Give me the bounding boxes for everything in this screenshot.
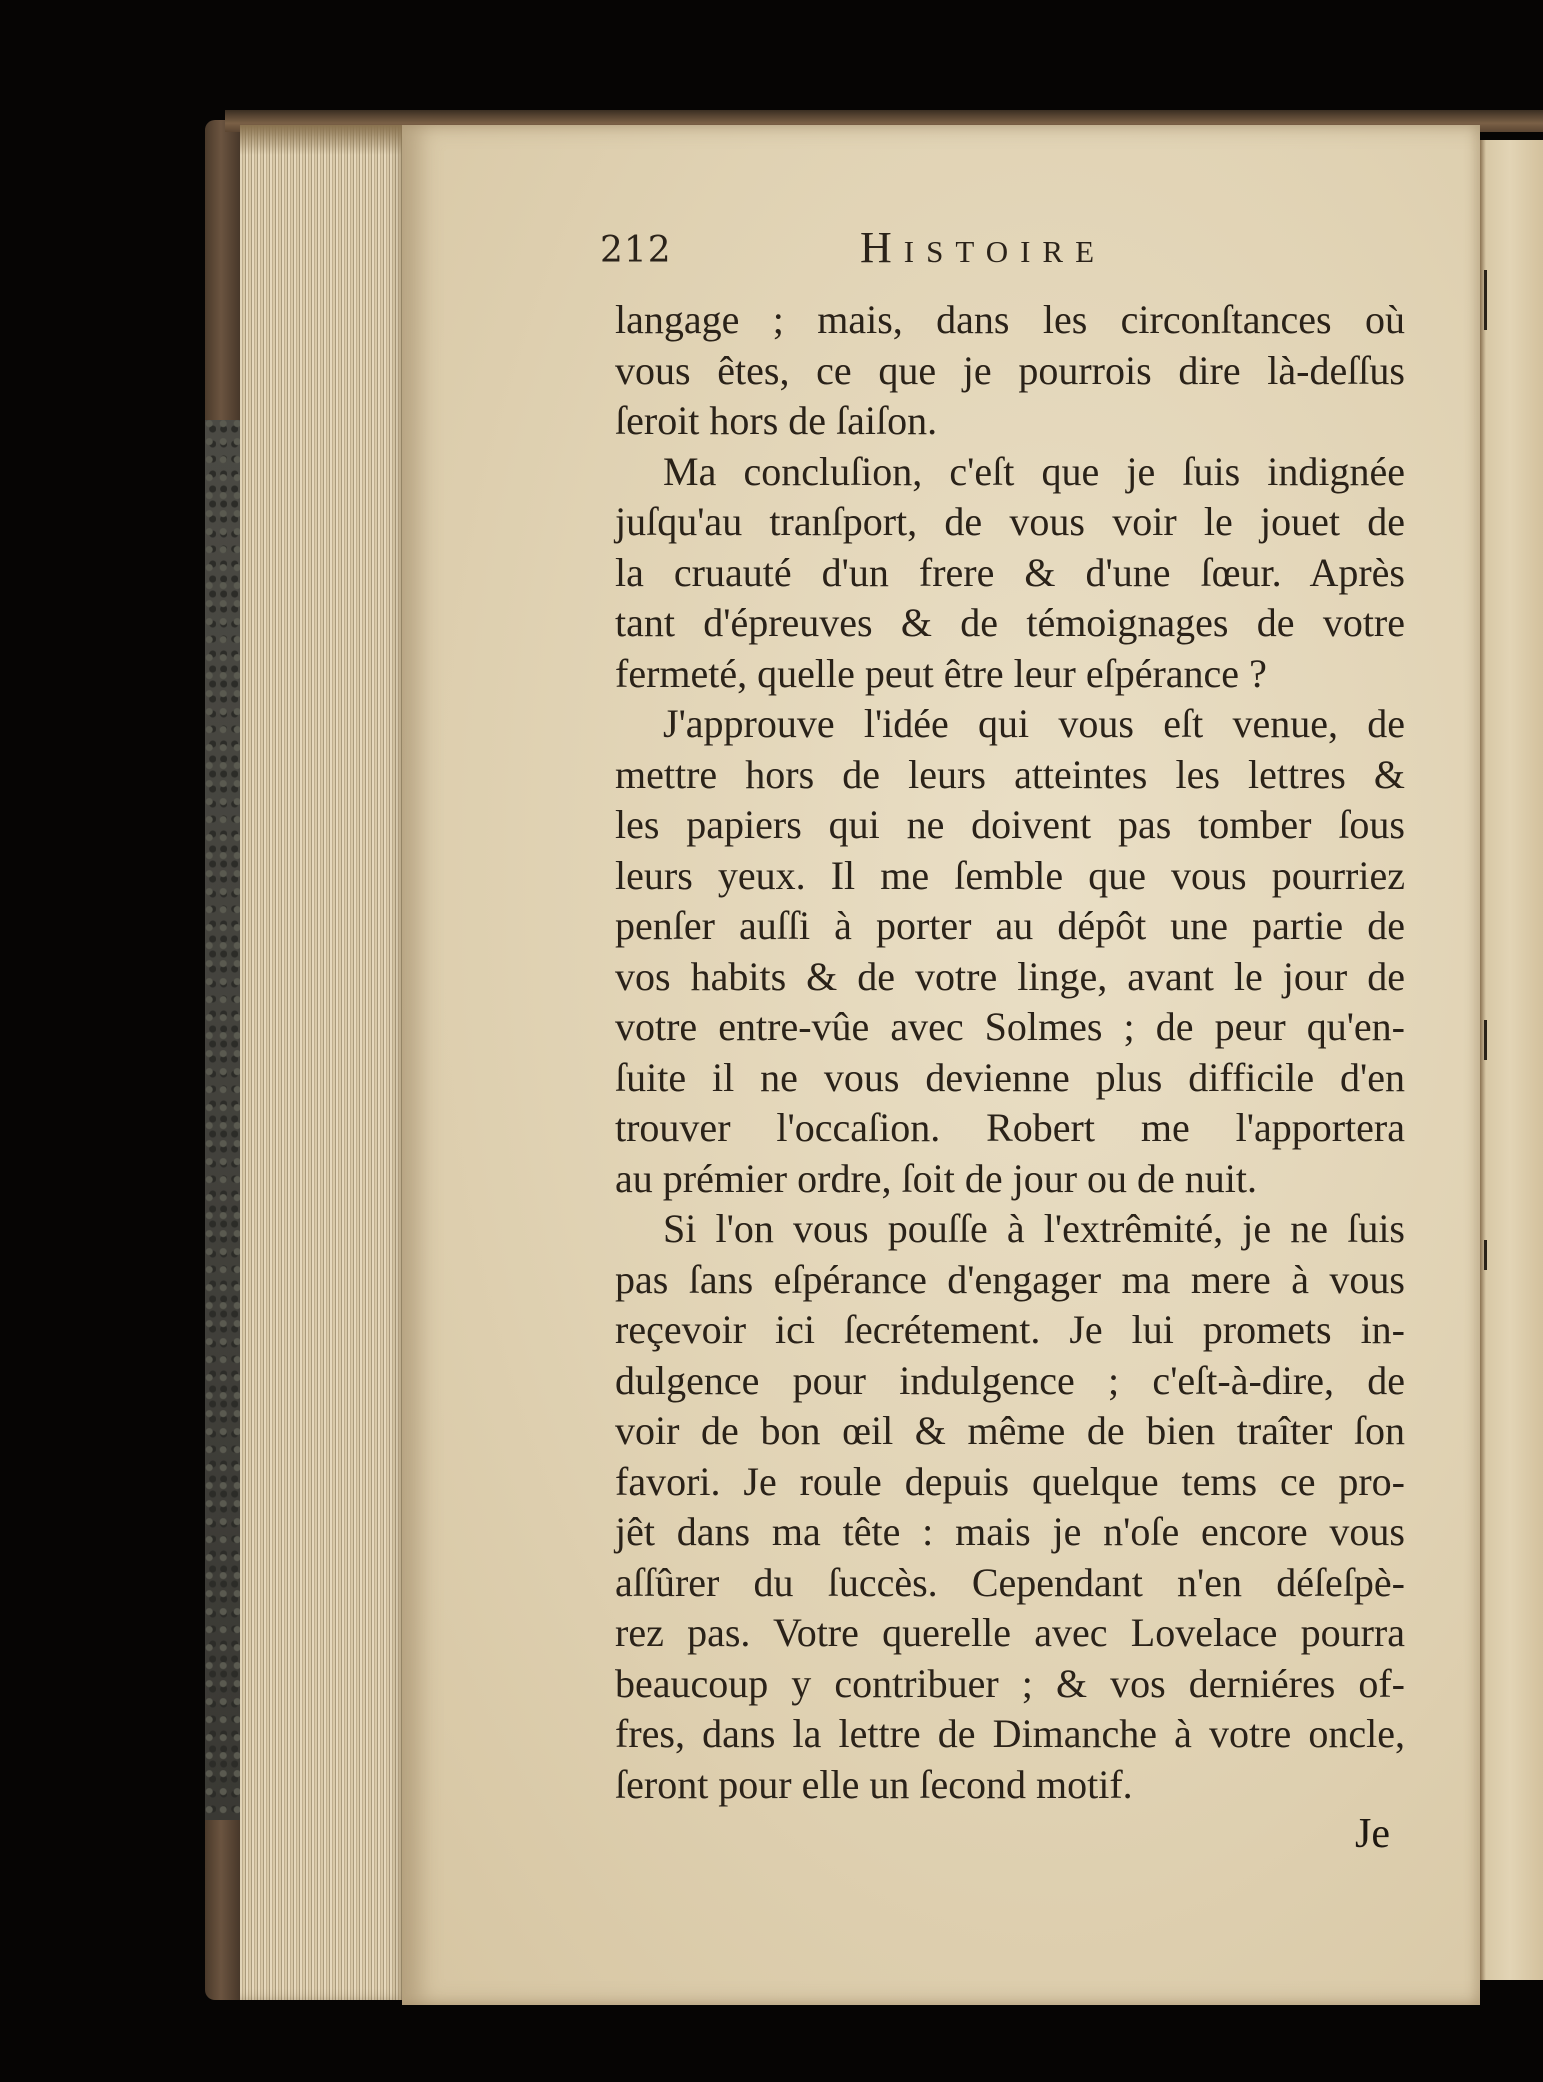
body-text (615, 295, 1405, 1810)
running-title: Histoire (860, 223, 1107, 272)
text-line: dulgence pour indulgence ; c'eſt-à-dire, de (615, 1357, 1405, 1403)
text-line: vous êtes, ce que je pourrois dire là-deſſus (615, 347, 1405, 393)
page-edges (240, 125, 405, 2000)
text-line: reçevoir ici ſecrétement. Je lui promets in- (615, 1307, 1405, 1352)
text-line: mettre hors de leurs atteintes les lettres & (615, 751, 1405, 797)
text-line: la cruauté d'un frere & d'une ſœur. Après (615, 549, 1405, 595)
text-line: au prémier ordre, ſoit de jour ou de nuit. (615, 1155, 1258, 1201)
text-line: jêt dans ma tête : mais je n'oſe encore vous (615, 1509, 1405, 1554)
text-line: juſqu'au tranſport, de vous voir le jouet de (615, 499, 1405, 544)
facing-page-mark (1484, 1020, 1487, 1060)
facing-page-mark (1484, 1240, 1487, 1270)
text-line: penſer auſſi à porter au dépôt une partie de (615, 903, 1405, 948)
text-line: votre entre-vûe avec Solmes ; de peur qu'en- (615, 1004, 1405, 1049)
text-line: les papiers qui ne doivent pas tomber ſous (615, 802, 1405, 847)
text-line: ſeroit hors de ſaiſon. (615, 398, 938, 443)
marbled-cover (205, 420, 245, 1820)
text-line: leurs yeux. Il me ſemble que vous pourriez (615, 852, 1405, 898)
text-line: trouver l'occaſion. Robert me l'apportera (615, 1105, 1405, 1150)
text-line: ſuite il ne vous devienne plus difficile d'en (615, 1054, 1405, 1100)
text-line: aſſûrer du ſuccès. Cependant n'en déſeſpè- (615, 1559, 1405, 1605)
text-line: J'approuve l'idée qui vous eſt venue, de (663, 701, 1405, 746)
facing-page-edge (1480, 140, 1543, 1980)
text-line: tant d'épreuves & de témoignages de votre (615, 600, 1405, 645)
text-line: fermeté, quelle peut être leur eſpérance ? (615, 650, 1267, 696)
text-line: vos habits & de votre linge, avant le jour de (615, 953, 1405, 999)
text-line: pas ſans eſpérance d'engager ma mere à vous (615, 1256, 1405, 1302)
text-line: rez pas. Votre querelle avec Lovelace pourra (615, 1610, 1405, 1655)
text-line: fres, dans la lettre de Dimanche à votre oncle, (615, 1711, 1405, 1756)
text-line: ſeront pour elle un ſecond motif. (615, 1761, 1133, 1807)
text-line: Si l'on vous pouſſe à l'extrêmité, je ne ſuis (663, 1206, 1405, 1251)
text-line: beaucoup y contribuer ; & vos derniéres of- (615, 1660, 1405, 1706)
text-line: voir de bon œil & même de bien traîter ſon (615, 1408, 1405, 1453)
book-cover-edge (205, 120, 245, 2000)
text-line: Ma concluſion, c'eſt que je ſuis indignée (663, 448, 1405, 494)
facing-page-mark (1484, 270, 1487, 330)
page-number: 212 (600, 230, 672, 271)
text-line: favori. Je roule depuis quelque tems ce pro- (615, 1458, 1405, 1504)
catchword: Je (1355, 1811, 1390, 1857)
text-line: langage ; mais, dans les circonſtances où (615, 297, 1405, 342)
